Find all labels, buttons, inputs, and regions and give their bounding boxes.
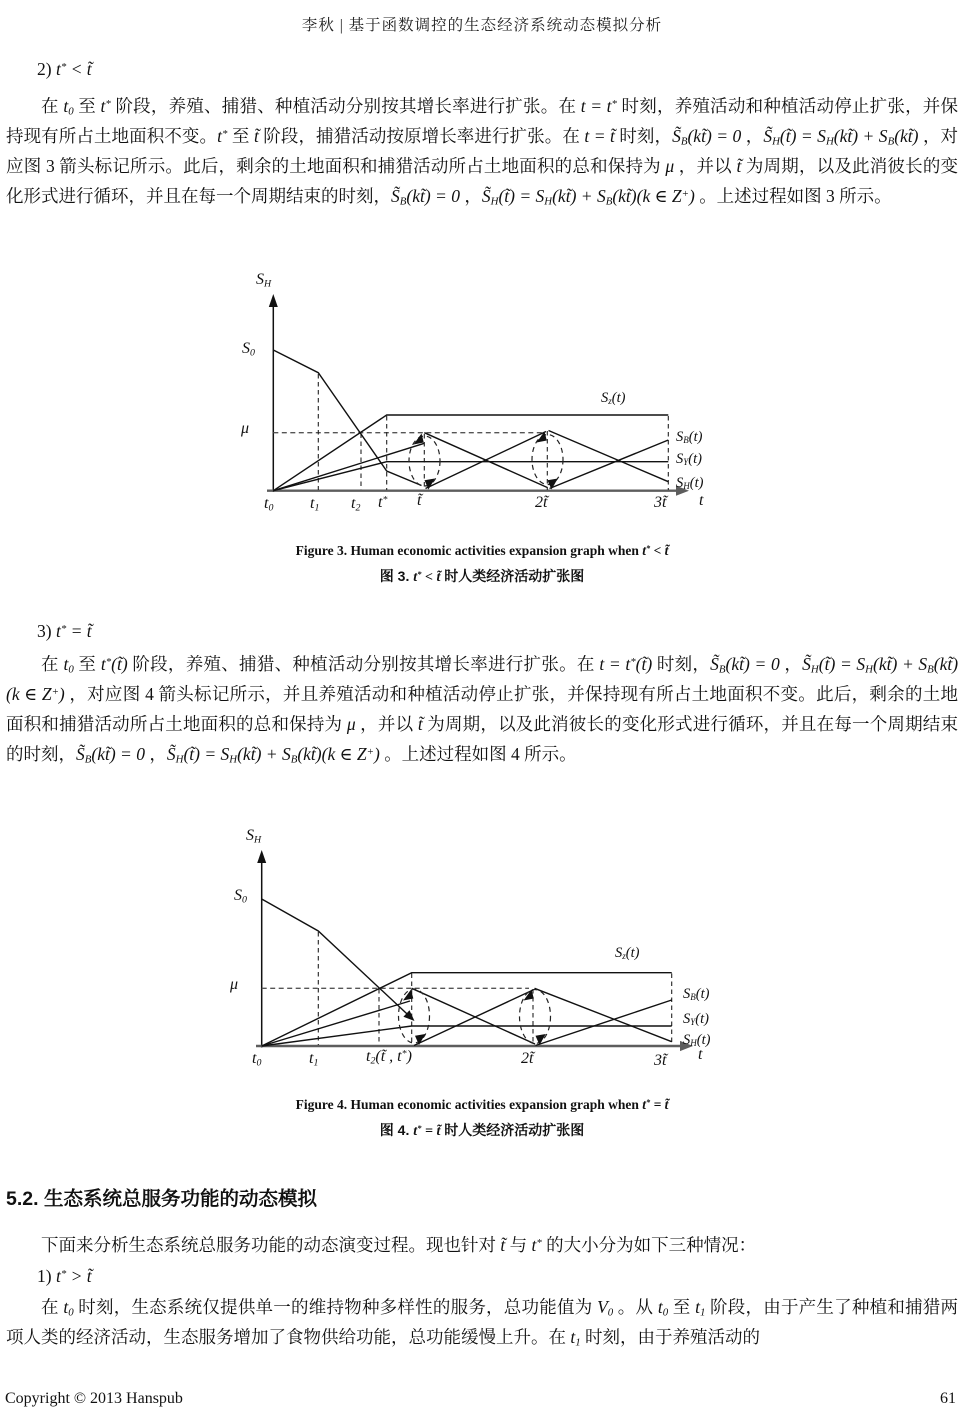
- fig3-curve-sb-rise2: [426, 432, 547, 489]
- item-2-heading: 2) t* < t̃: [37, 59, 92, 79]
- fig3-curve-sh-period2: [549, 431, 669, 482]
- section-5-2-heading: 5.2. 生态系统总服务功能的动态模拟: [6, 1188, 317, 1210]
- fig3-y-axis-title: $S_H$: [256, 271, 272, 290]
- fig4-curve-label-sz: $S_z(t)$: [615, 945, 640, 962]
- fig3-curve-label-sh: $S_H(t)$: [676, 475, 704, 492]
- fig4-curve-sh-decline: [262, 899, 415, 1021]
- paragraph-52-intro: 下面来分析生态系统总服务功能的动态演变过程。现也针对 t̃ 与 t* 的大小分为如下三种情况：: [41, 1235, 757, 1255]
- fig3-curve-label-sz: $S_z(t)$: [601, 390, 626, 407]
- fig3-curve-label-sb: $S_B(t)$: [676, 429, 703, 446]
- fig4-tick-t1: $t_1$: [309, 1050, 319, 1069]
- fig4-x-axis: [256, 1041, 693, 1051]
- item-3-heading: 3) t* = t̃: [37, 621, 92, 641]
- fig4-curve-sb-rise3: [536, 1000, 672, 1046]
- fig4-y-axis: [257, 850, 266, 1048]
- fig4-curve-sh-period2: [535, 988, 672, 1041]
- paragraph-case3: 在 $t_0$ 至 t*(t̃) 阶段，养殖、捕猎、种植活动分别按其增长率进行扩张。在 t = t*(t̃) 时刻，$S̃_B(kt̃) = 0$ ，$S̃_H(t̃)$ = $S_H(kt̃)$ + $S_B(kt̃)(k$ ∈ Z+) ，对应图 4 箭头标记所示，并且养殖活动和种植活动停止扩张，并保持现有所占土地面积不变。此后，剩余的土地面积和捕猎活动所占土地面积的总和保持为 μ ，并以 t̃ 为周期，以及此消彼长的变化形式进行循环，并且在每一个周期结束的时刻，$S̃_B(kt̃) = 0$ ，$S̃_H(t̃)$ = $S_H(kt̃)$ + $S_B(kt̃)(k$ ∈ Z+) 。上述过程如图 4 所示。: [6, 654, 959, 766]
- fig3-tick-t0: $t_0$: [264, 495, 274, 514]
- figure-3-chart: [230, 270, 710, 520]
- paragraph-case2: 在 $t_0$ 至 t* 阶段，养殖、捕猎、种植活动分别按其增长率进行扩张。在 t = t* 时刻，养殖活动和种植活动停止扩张，并保持现有所占土地面积不变。t* 至 t̃ 阶段，捕猎活动按原增长率进行扩张。在 t = t̃ 时刻，$S̃_B(kt̃) = 0$ ，$S̃_H(t̃)$ = $S_H(kt̃)$ + $S_B(kt̃)$ ，对应图 3 箭头标记所示。此后，剩余的土地面积和捕猎活动所占土地面积的总和保持为 μ ，并以 t̃ 为周期，以及此消彼长的变化形式进行循环，并且在每一个周期结束的时刻，$S̃_B(kt̃) = 0$ ，$S̃_H(t̃)$ = $S_H(kt̃)$ + $S_B(kt̃)(k$ ∈ Z+) 。上述过程如图 3 所示。: [6, 96, 959, 208]
- fig3-caption-en: Figure 3. Human economic activities expansion graph when t* < t̃: [295, 543, 669, 558]
- fig3-x-axis-label: t: [699, 492, 704, 509]
- fig3-curve-sy: [273, 462, 668, 491]
- fig4-curve-sb-rise1: [262, 1001, 410, 1046]
- paragraph-52-case1: 在 $t_0$ 时刻，生态系统仅提供单一的维持物种多样性的服务，总功能值为 $V_0$ 。从 $t_0$ 至 $t_1$ 阶段，由于产生了种植和捕猎两项人类的经济活动，生态服务增加了食物供给功能，总功能缓慢上升。在 $t_1$ 时刻，由于养殖活动的: [6, 1297, 959, 1349]
- fig3-x-axis: [267, 486, 689, 496]
- fig3-tick-t1: $t_1$: [310, 495, 320, 514]
- fig4-label-mu: μ: [230, 976, 239, 993]
- fig4-curve-sb-rise2: [414, 990, 533, 1046]
- fig4-curve-label-sb: $S_B(t)$: [683, 986, 710, 1003]
- fig3-y-axis: [269, 294, 278, 492]
- fig4-tick-3ttilde: 3t̃: [654, 1052, 667, 1069]
- fig3-tick-2ttilde: 2t̃: [535, 494, 548, 511]
- fig4-swap-at-ttilde: [399, 989, 430, 1045]
- fig4-curve-sh-period1: [412, 988, 535, 1044]
- fig3-tick-ttilde: t̃: [417, 492, 422, 509]
- footer-copyright: Copyright © 2013 Hanspub: [5, 1390, 183, 1407]
- fig3-tick-t2: $t_2$: [351, 495, 361, 514]
- fig4-caption-en: Figure 4. Human economic activities expansion graph when t* = t̃: [295, 1097, 669, 1112]
- fig3-curve-sb-rise3: [550, 440, 669, 489]
- fig3-curve-sb-rise1: [273, 443, 424, 490]
- fig4-x-axis-label: t: [698, 1046, 703, 1063]
- fig3-label-s0: $S_0$: [242, 340, 255, 359]
- running-header: 李秋 | 基于函数调控的生态经济系统动态模拟分析: [301, 17, 663, 34]
- fig4-curve-sy: [262, 1026, 672, 1046]
- fig4-tick-2ttilde: 2t̃: [521, 1050, 534, 1067]
- fig3-curve-sh-decline: [273, 350, 421, 486]
- fig3-curve-label-sy: $S_Y(t)$: [676, 451, 702, 468]
- fig4-tick-t2-ttilde-tstar: $t_2(t̃$ , t*): [366, 1048, 412, 1067]
- fig3-tick-tstar: t*: [378, 494, 388, 511]
- footer-page-number: 61: [940, 1390, 956, 1407]
- fig3-tick-3ttilde: 3t̃: [654, 494, 667, 511]
- fig4-curve-label-sy: $S_Y(t)$: [683, 1011, 709, 1028]
- item-1-heading: 1) t* > t̃: [37, 1266, 92, 1286]
- fig4-tick-t0: $t_0$: [252, 1050, 262, 1069]
- fig4-swap-at-2ttilde: [520, 990, 551, 1046]
- fig4-label-s0: $S_0$: [234, 887, 247, 906]
- fig4-curve-label-sh: $S_H(t)$: [683, 1032, 711, 1049]
- fig4-y-axis-title: $S_H$: [246, 827, 262, 846]
- fig4-curve-sz: [262, 973, 672, 1046]
- fig4-caption-cn: 图 4. t* = t̃ 时人类经济活动扩张图: [379, 1122, 585, 1139]
- fig3-caption-cn: 图 3. t* < t̃ 时人类经济活动扩张图: [379, 568, 585, 585]
- fig3-label-mu: μ: [241, 420, 250, 437]
